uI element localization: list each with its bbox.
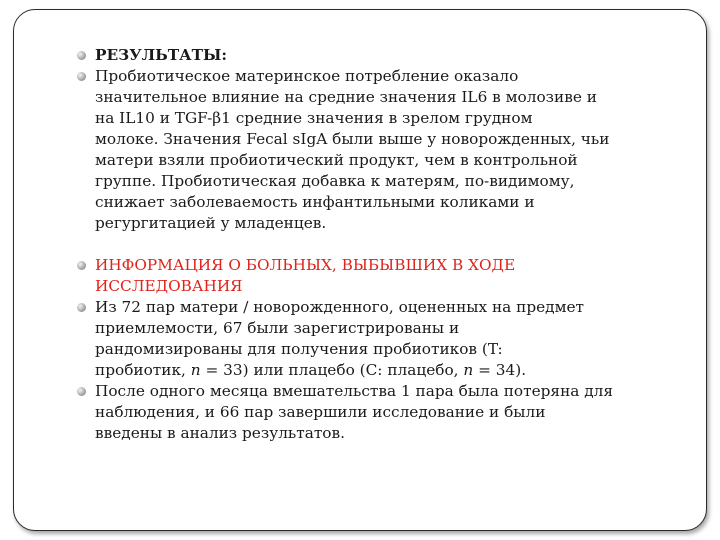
n-symbol: n	[463, 361, 474, 379]
paragraph-line: молоке. Значения Fecal sIgA были выше у новорожденных, чьи	[95, 130, 610, 148]
round-bullet-icon	[77, 387, 86, 396]
n-symbol: n	[190, 361, 201, 379]
paragraph-line: группе. Пробиотическая добавка к матерям, по-видимому,	[95, 172, 575, 190]
round-bullet-icon	[77, 261, 86, 270]
follow-up-line: После одного месяца вмешательства 1 пара была потеряна для	[95, 382, 614, 400]
round-bullet-icon	[77, 72, 86, 81]
bullet-item-follow-up	[71, 381, 681, 444]
paragraph-line: на IL10 и TGF-β1 средние значения в зрелом грудном	[95, 109, 533, 127]
randomization-line: приемлемости, 67 были зарегистрированы и	[95, 319, 460, 337]
bullet-item-results-heading	[71, 45, 681, 66]
round-bullet-icon	[77, 303, 86, 312]
bullet-item-randomization	[71, 297, 681, 381]
text-fragment: = 33) или плацебо (C: плацебо,	[200, 361, 464, 379]
randomization-line	[95, 360, 681, 381]
paragraph-line: регургитацией у младенцев.	[95, 214, 327, 232]
slide-content	[71, 45, 681, 444]
paragraph-line: снижает заболеваемость инфантильными коликами и	[95, 193, 535, 211]
paragraph-line: значительное влияние на средние значения IL6 в молозиве и	[95, 88, 597, 106]
round-bullet-icon	[77, 51, 86, 60]
follow-up-line: введены в анализ результатов.	[95, 424, 345, 442]
text-fragment: = 34).	[473, 361, 527, 379]
dropout-heading-line: ИССЛЕДОВАНИЯ	[95, 277, 243, 295]
bullet-item-dropout-heading	[71, 255, 681, 297]
follow-up-line: наблюдения, и 66 пар завершили исследование и были	[95, 403, 546, 421]
randomization-line: Из 72 пар матери / новорожденного, оцененных на предмет	[95, 298, 585, 316]
results-heading: РЕЗУЛЬТАТЫ:	[95, 46, 228, 64]
results-section	[71, 45, 681, 234]
dropout-heading-line: ИНФОРМАЦИЯ О БОЛЬНЫХ, ВЫБЫВШИХ В ХОДЕ	[95, 256, 516, 274]
text-fragment: пробиотик,	[95, 361, 191, 379]
paragraph-line: матери взяли пробиотический продукт, чем в контрольной	[95, 151, 578, 169]
bullet-item-results-paragraph	[71, 66, 681, 234]
paragraph-line: Пробиотическое материнское потребление оказало	[95, 67, 519, 85]
randomization-line: рандомизированы для получения пробиотиков (T:	[95, 340, 503, 358]
dropout-section	[71, 255, 681, 444]
